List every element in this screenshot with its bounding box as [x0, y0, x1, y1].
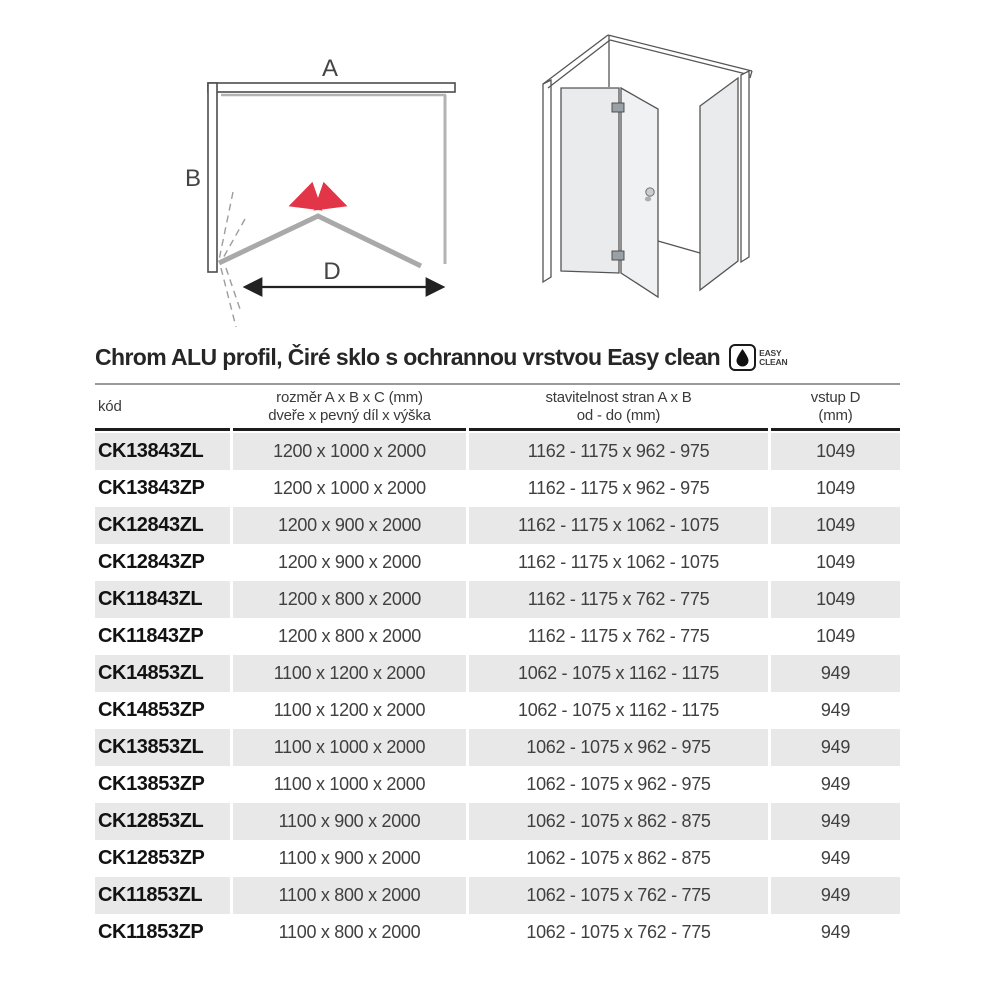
- table-row: [95, 877, 900, 914]
- header-code-label: kód: [98, 397, 122, 415]
- top-wall-profile: [208, 83, 455, 92]
- entry-width-value: 949: [771, 803, 900, 840]
- table-row: [95, 618, 900, 655]
- left-wall-profile: [208, 83, 217, 272]
- isometric-view-diagram: [530, 25, 765, 310]
- entry-width-value: 1049: [771, 618, 900, 655]
- dimension-value: 1200 x 800 x 2000: [233, 581, 466, 618]
- iso-right-wall-profile: [741, 71, 749, 262]
- table-row: [95, 470, 900, 507]
- dimension-value: 1200 x 1000 x 2000: [233, 433, 466, 470]
- adjustability-value: 1162 - 1175 x 1062 - 1075: [469, 507, 768, 544]
- header-adjustability-line1: stavitelnost stran A x B: [545, 388, 692, 406]
- entry-width-value: 1049: [771, 544, 900, 581]
- iso-left-wall-profile: [543, 80, 551, 282]
- table-row: [95, 433, 900, 470]
- title-row: [95, 344, 905, 371]
- page-title: Chrom ALU profil, Čiré sklo s ochrannou vrstvou Easy clean: [95, 344, 721, 370]
- dimension-value: 1100 x 800 x 2000: [233, 914, 466, 951]
- iso-top-rail: [543, 35, 752, 88]
- header-size-line2: dveře x pevný díl x výška: [268, 406, 431, 424]
- iso-left-glass-panel: [561, 88, 619, 273]
- adjustability-value: 1062 - 1075 x 762 - 775: [469, 877, 768, 914]
- table-row: [95, 840, 900, 877]
- header-entry-line1: vstup D: [810, 388, 861, 406]
- table-row: [95, 803, 900, 840]
- table-body: [95, 433, 900, 951]
- table-row: [95, 655, 900, 692]
- product-code: CK11853ZL: [95, 877, 230, 914]
- dimension-value: 1100 x 900 x 2000: [233, 803, 466, 840]
- product-code: CK13853ZL: [95, 729, 230, 766]
- dim-label-d: D: [323, 258, 341, 285]
- easy-clean-badge: [729, 344, 787, 371]
- product-code: CK12853ZL: [95, 803, 230, 840]
- adjustability-value: 1162 - 1175 x 962 - 975: [469, 470, 768, 507]
- header-entry-line2: (mm): [818, 406, 853, 424]
- entry-width-value: 949: [771, 877, 900, 914]
- adjustability-value: 1162 - 1175 x 762 - 775: [469, 581, 768, 618]
- product-code: CK12843ZL: [95, 507, 230, 544]
- entry-width-value: 949: [771, 692, 900, 729]
- entry-width-value: 949: [771, 729, 900, 766]
- product-code: CK14853ZP: [95, 692, 230, 729]
- dimension-value: 1100 x 800 x 2000: [233, 877, 466, 914]
- table-row: [95, 766, 900, 803]
- header-size: [233, 385, 466, 431]
- iso-floor-edge: [658, 241, 700, 253]
- dim-label-a: A: [321, 55, 339, 82]
- easy-clean-line2: CLEAN: [759, 356, 788, 367]
- adjustability-value: 1062 - 1075 x 862 - 875: [469, 803, 768, 840]
- water-drop-icon: [729, 344, 756, 371]
- dimension-value: 1200 x 900 x 2000: [233, 544, 466, 581]
- table-row: [95, 692, 900, 729]
- swing-direction-arrow: [295, 201, 341, 204]
- dimension-value: 1100 x 900 x 2000: [233, 840, 466, 877]
- entry-width-value: 1049: [771, 433, 900, 470]
- entry-width-value: 949: [771, 840, 900, 877]
- spec-table: [95, 383, 900, 951]
- table-row: [95, 581, 900, 618]
- dimension-value: 1200 x 900 x 2000: [233, 507, 466, 544]
- header-entry: [771, 385, 900, 431]
- product-code: CK11843ZP: [95, 618, 230, 655]
- product-code: CK13843ZP: [95, 470, 230, 507]
- adjustability-value: 1162 - 1175 x 962 - 975: [469, 433, 768, 470]
- dimension-value: 1200 x 1000 x 2000: [233, 470, 466, 507]
- adjustability-value: 1062 - 1075 x 962 - 975: [469, 766, 768, 803]
- entry-width-value: 1049: [771, 507, 900, 544]
- adjustability-value: 1162 - 1175 x 1062 - 1075: [469, 544, 768, 581]
- adjustability-value: 1062 - 1075 x 1162 - 1175: [469, 692, 768, 729]
- entry-width-value: 949: [771, 766, 900, 803]
- adjustability-value: 1062 - 1075 x 1162 - 1175: [469, 655, 768, 692]
- entry-width-value: 949: [771, 655, 900, 692]
- header-adjustability: [469, 385, 768, 431]
- product-code: CK13853ZP: [95, 766, 230, 803]
- dimension-value: 1100 x 1000 x 2000: [233, 729, 466, 766]
- table-header-row: [95, 383, 900, 431]
- entry-width-value: 1049: [771, 470, 900, 507]
- table-row: [95, 544, 900, 581]
- header-code: [95, 385, 230, 431]
- adjustability-value: 1062 - 1075 x 762 - 775: [469, 914, 768, 951]
- folding-door-panels: [219, 216, 421, 266]
- header-size-line1: rozměr A x B x C (mm): [276, 388, 423, 406]
- adjustability-value: 1062 - 1075 x 962 - 975: [469, 729, 768, 766]
- adjustability-value: 1062 - 1075 x 862 - 875: [469, 840, 768, 877]
- header-adjustability-line2: od - do (mm): [576, 406, 661, 424]
- product-code: CK11843ZL: [95, 581, 230, 618]
- easy-clean-line1: EASY: [759, 347, 782, 358]
- adjustability-value: 1162 - 1175 x 762 - 775: [469, 618, 768, 655]
- easy-clean-label: [759, 349, 787, 367]
- dimension-value: 1100 x 1000 x 2000: [233, 766, 466, 803]
- entry-width-value: 949: [771, 914, 900, 951]
- dimension-value: 1200 x 800 x 2000: [233, 618, 466, 655]
- table-row: [95, 729, 900, 766]
- dimension-value: 1100 x 1200 x 2000: [233, 655, 466, 692]
- table-row: [95, 507, 900, 544]
- iso-right-glass-panel: [700, 78, 738, 290]
- table-row: [95, 914, 900, 951]
- plan-view-diagram: [180, 40, 470, 340]
- product-code: CK14853ZL: [95, 655, 230, 692]
- product-code: CK11853ZP: [95, 914, 230, 951]
- dimension-value: 1100 x 1200 x 2000: [233, 692, 466, 729]
- product-code: CK13843ZL: [95, 433, 230, 470]
- product-code: CK12843ZP: [95, 544, 230, 581]
- dim-label-b: B: [184, 165, 202, 192]
- entry-width-value: 1049: [771, 581, 900, 618]
- product-code: CK12853ZP: [95, 840, 230, 877]
